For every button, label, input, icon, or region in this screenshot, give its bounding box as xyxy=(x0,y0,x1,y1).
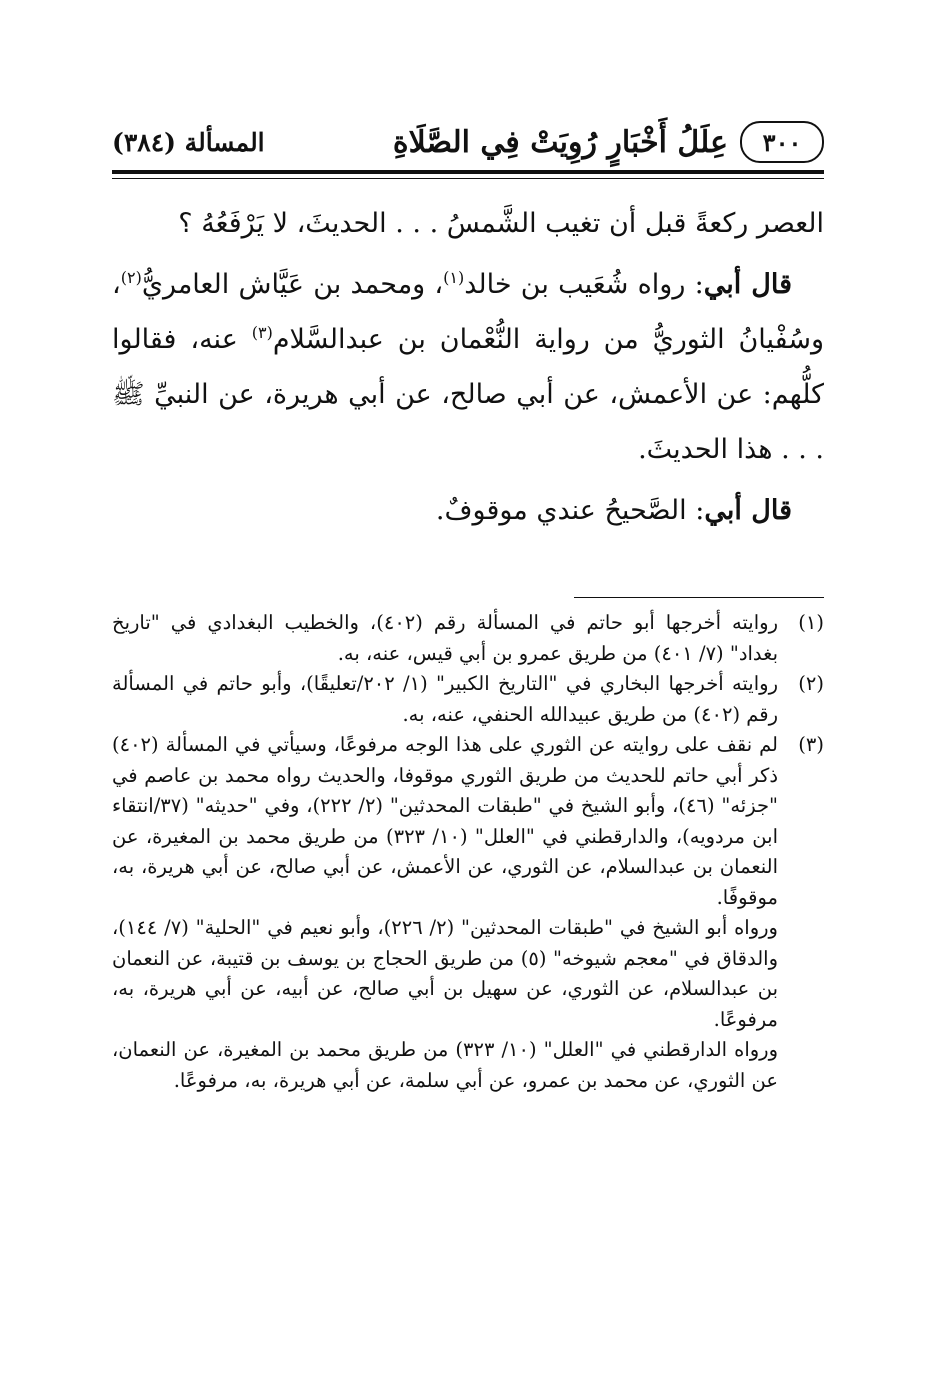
paragraph-verdict xyxy=(112,483,824,538)
footnote-number: (٣) xyxy=(798,733,824,756)
text-segment: : رواه شُعَيب بن خالد xyxy=(464,269,704,300)
footnote-ref-2[interactable]: (٢) xyxy=(120,268,142,287)
speaker-label: قال أبي xyxy=(703,269,793,300)
text-segment: عنه، فقالوا كلُّهم: عن الأعمش، عن أبي صالح، عن أبي هريرة، عن النبيِّ ﷺ . . . هذا الحديثَ. xyxy=(112,324,824,465)
footnote-text: روايته أخرجها البخاري في "التاريخ الكبير" (١/ ٢٠٢/تعليقًا)، وأبو حاتم في المسألة رقم (٤٠٢) من طريق عبيدالله الحنفي، عنه، به. xyxy=(112,672,778,726)
footnote-ref-3[interactable]: (٣) xyxy=(251,323,273,342)
header-rule-thick xyxy=(112,170,824,174)
header-rule-thin xyxy=(112,178,824,179)
footnotes-section xyxy=(112,608,824,1096)
footnote-2 xyxy=(112,669,824,730)
footnote-text: ورواه الدارقطني في "العلل" (١٠/ ٣٢٣) من طريق محمد بن المغيرة، عن النعمان، عن الثوري، عن محمد بن عمرو، عن أبي سلمة، عن أبي هريرة، به، مرفوعًا. xyxy=(112,1038,778,1092)
footnote-text: لم نقف على روايته عن الثوري على هذا الوجه مرفوعًا، وسيأتي في المسألة (٤٠٢) ذكر أبي حاتم للحديث من طريق الثوري موقوفا، والحديث رواه محمد بن عاصم في "جزئه" (٤٦)، وأبو الشيخ في "طبقات المحدثين" (٢/ ٢٢٢)، وفي "حديثه" (٣٧/انتقاء ابن مردويه)، والدارقطني في "العلل" (١٠/ ٣٢٣) من طريق محمد بن المغيرة، عن النعمان بن عبدالسلام، عن الثوري، عن الأعمش، عن أبي صالح، عن أبي هريرة، به، موقوفًا. xyxy=(112,733,778,909)
text-segment: : الصَّحيحُ عندي موقوفٌ. xyxy=(435,495,705,526)
footnote-text: روايته أخرجها أبو حاتم في المسألة رقم (٤٠٢)، والخطيب البغدادي في "تاريخ بغداد" (٧/ ٤٠١) من طريق عمرو بن أبي قيس، عنه، به. xyxy=(112,611,778,665)
running-header xyxy=(112,118,824,166)
footnote-1 xyxy=(112,608,824,669)
book-title: عِلَلُ أَخْبَارٍ رُوِيَتْ فِي الصَّلَاةِ xyxy=(392,124,728,160)
issue-label: المسألة (٣٨٤) xyxy=(112,127,265,157)
text-segment: ، وسُفْيانُ الثوريُّ من رواية النُّعْمان بن عبدالسَّلام xyxy=(112,269,824,355)
text-segment: ، ومحمد بن عَيَّاش العامريُّ xyxy=(141,269,444,300)
header-title-group xyxy=(393,121,824,163)
page-number: ٣٠٠ xyxy=(740,121,824,163)
paragraph-abi-hatim-answer xyxy=(112,257,824,477)
main-text xyxy=(112,196,824,538)
speaker-label: قال أبي xyxy=(704,495,792,526)
footnote-3 xyxy=(112,730,824,1096)
footnote-separator xyxy=(574,597,824,598)
text-line-continuation: العصر ركعةً قبل أن تغيب الشَّمسُ . . . الحديثَ، لا يَرْفَعُهُ ؟ xyxy=(178,208,824,239)
footnote-ref-1[interactable]: (١) xyxy=(443,268,465,287)
footnote-text: ورواه أبو الشيخ في "طبقات المحدثين" (٢/ ٢٢٦)، وأبو نعيم في "الحلية" (٧/ ١٤٤)، والدقاق في "معجم شيوخه" (٥) من طريق الحجاج بن يوسف بن قتيبة، عن النعمان بن عبدالسلام، عن الثوري، عن سهيل بن أبي صالح، عن أبيه، عن أبي هريرة، به، مرفوعًا. xyxy=(112,916,778,1031)
footnote-number: (١) xyxy=(798,611,824,634)
footnote-number: (٢) xyxy=(798,672,824,695)
